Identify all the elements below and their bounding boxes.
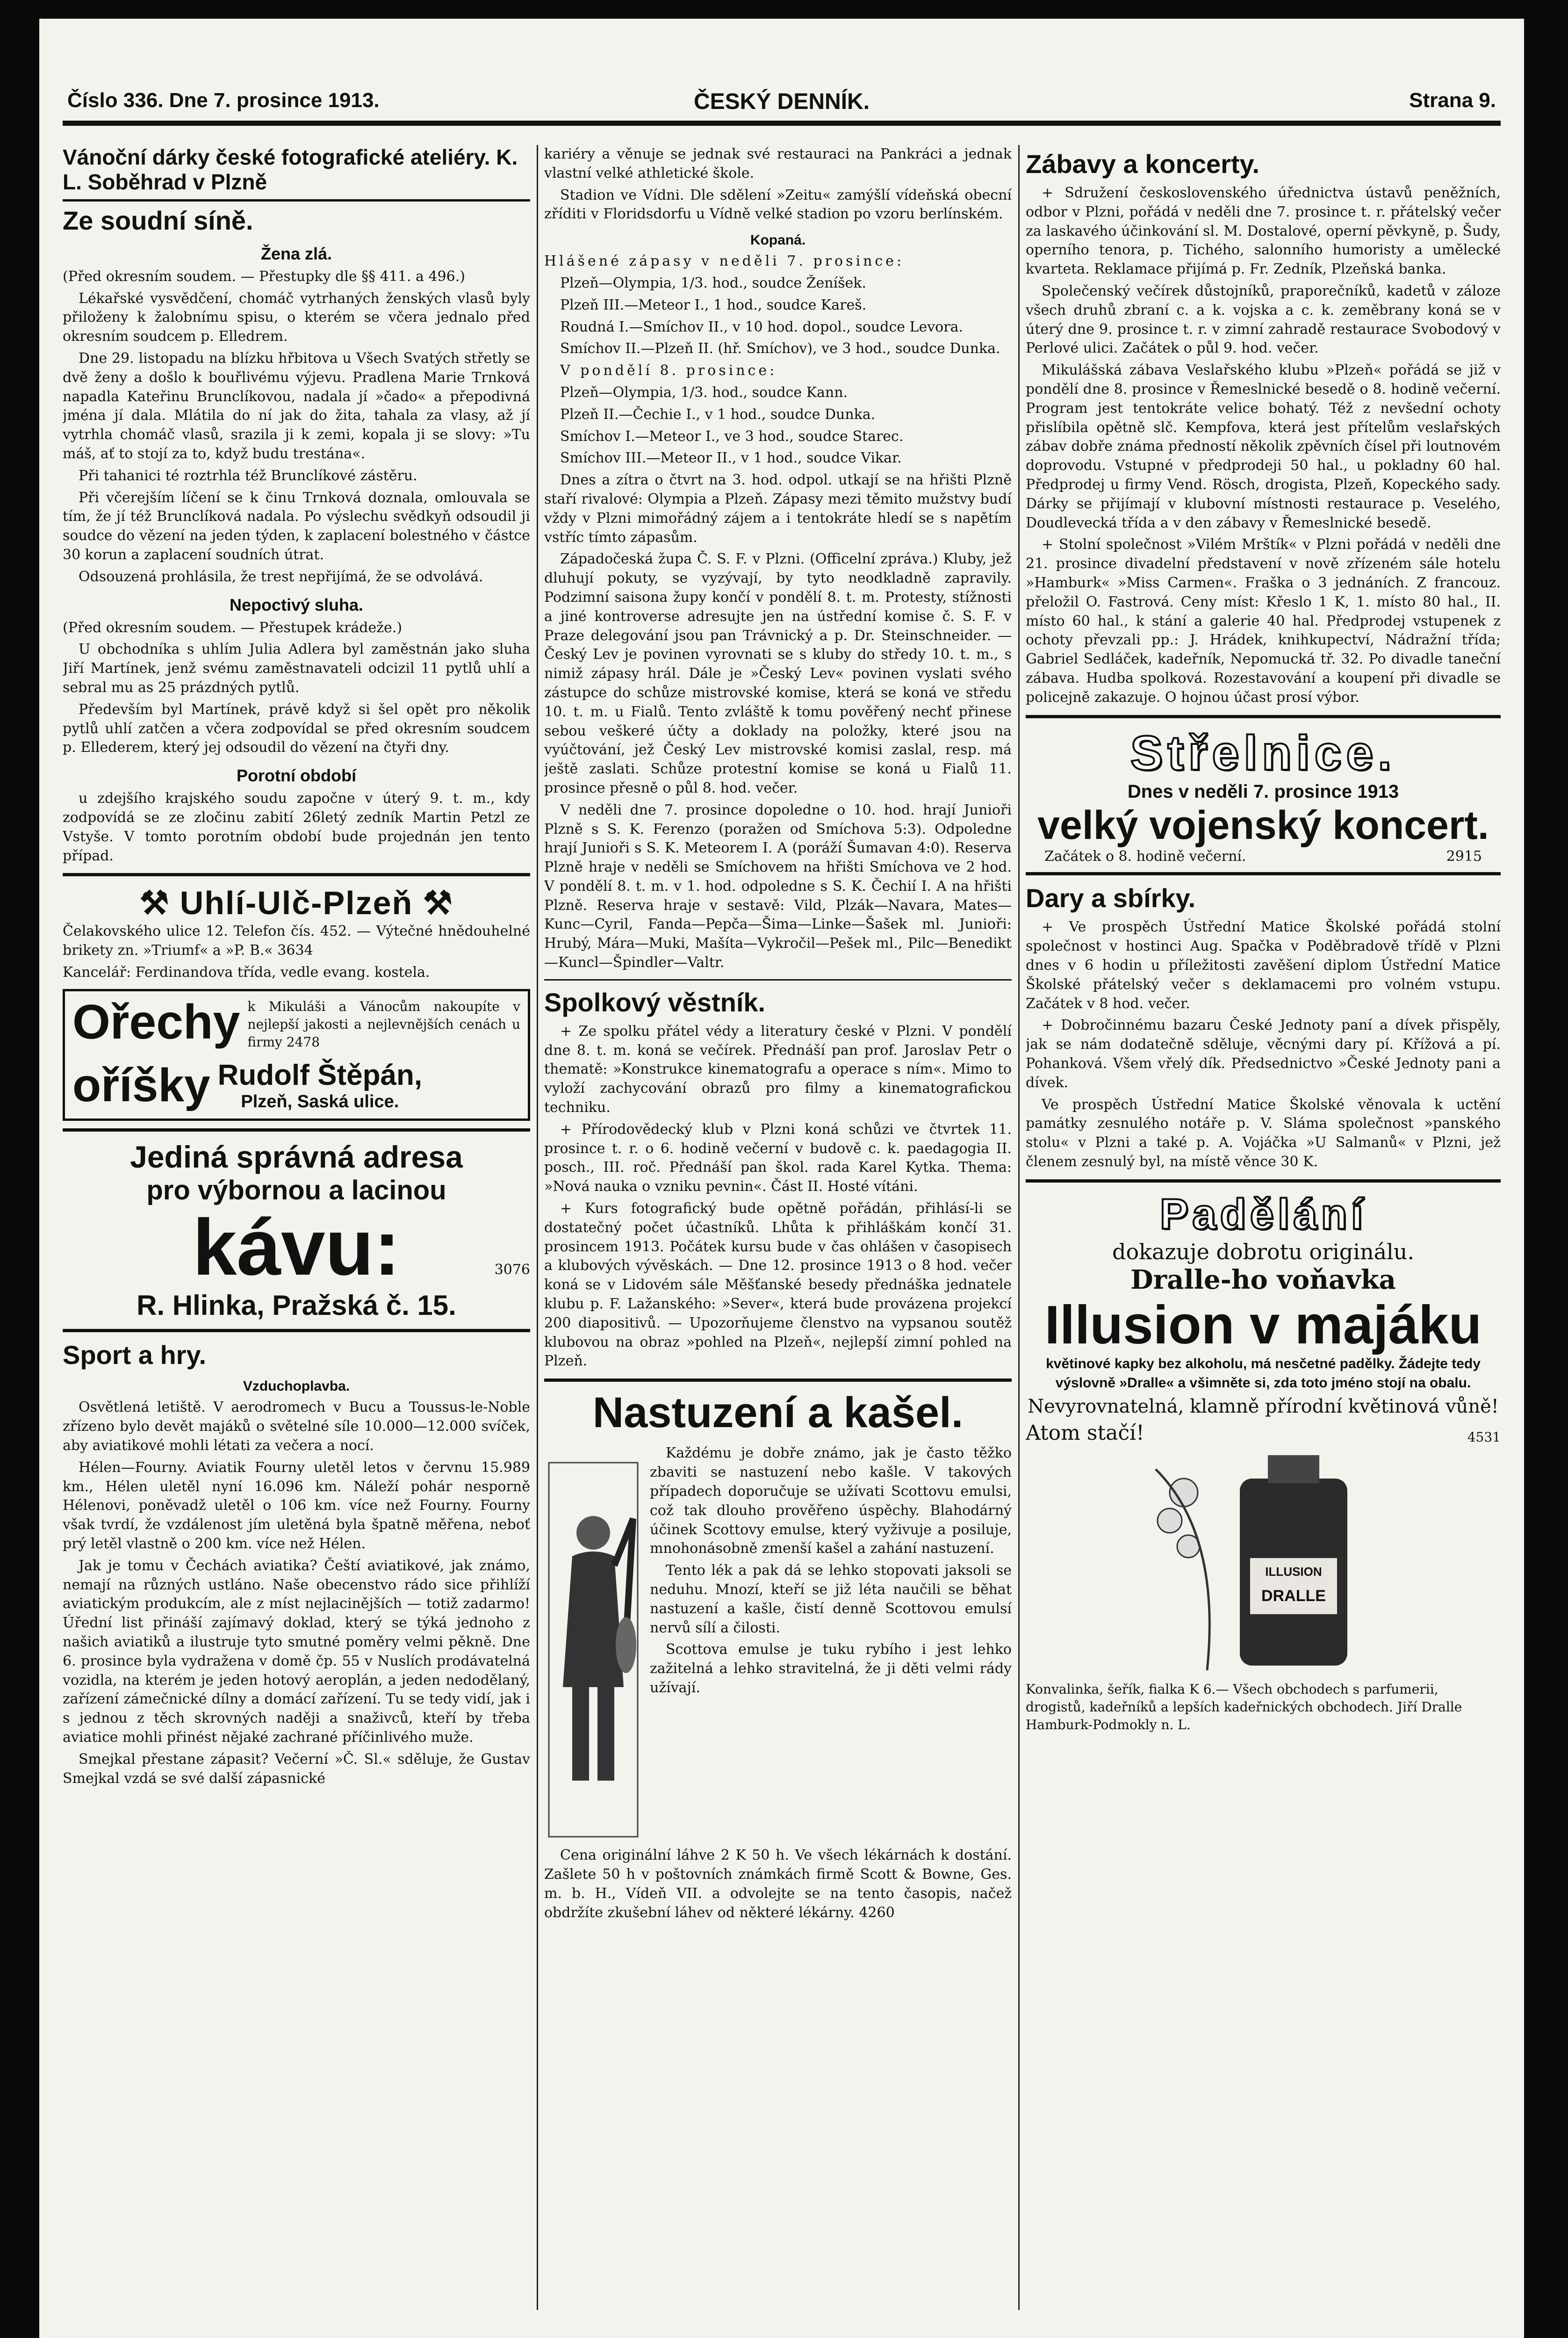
ad-dralle-title: Padělání — [1159, 1190, 1367, 1238]
article-paragraph: U obchodníka s uhlím Julia Adlera byl zaměstnán jako sluha Jiří Martínek, jenž svému zaměstnavateli odcizil 11 pytlů uhlí a sebral mu as 25 prázdných pytlů. — [63, 641, 530, 696]
article-paragraph: + Ve prospěch Ústřední Matice Školské pořádá stolní společnost v hostinci Aug. Spačka v Poděbradově třídě v Plzni dnes v 6 hodin u příležitosti zavěšení diplom Ústřední Matice Školské přátelský večer s deklamacemi pro volném vstupu. Začátek v 8 hod. večer. — [1026, 919, 1501, 1012]
column-rule — [537, 145, 538, 2310]
section-title-sport: Sport a hry. — [63, 1340, 207, 1370]
column-1 — [63, 145, 530, 2319]
article-paragraph: Jak je tomu v Čechách aviatika? Čeští aviatikové, jak známo, nemají na různých ustláno. Naše obecenstvo rádo sice přihlíží aviatickým produkcím, ale z míst nejlacinějších — totiž zadarmo! Úřední list přináší zajímavý doklad, který se týká jednoho z našich aviatiků a ilustruje tyto smutné poměry velmi pěkně. Dne 6. prosince byla vydražena v domě čp. 55 v Nuslích prodávatelná vozidla, na kterém je jeden hotový aeroplán, a jeden nedodělaný, zařízení zámečnické dílny a domácí zařízení. Tu se tedy vidí, jak i s jednou z těch skrovných naději a snaživců, kteří by třeba aviatice mohli přinést nějaké zachrané příčinlivého muže. — [63, 1557, 530, 1746]
article-paragraph: Především byl Martínek, právě když si šel opět pro několik pytlů uhlí zatčen a včera zodpovídal se před okresním soudcem p. Ellederem, který jej odsoudil do vězení na čtyři dny. — [63, 701, 530, 756]
match-line: Smíchov III.—Meteor II., v 1 hod., soudce Vikar. — [560, 450, 902, 467]
match-line: Plzeň II.—Čechie I., v 1 hod., soudce Dunka. — [560, 406, 876, 423]
ad-strelnice-title: Střelnice. — [1130, 726, 1396, 780]
article-paragraph: V neděli dne 7. prosince dopoledne o 10. hod. hrají Junioři Plzně s S. K. Ferenzo (poražen od Smíchova 5:3). Odpoledne hrají Junioři s S. K. Meteorem I. A (poráží Šumavan 4:0). Reserva Plzně hraje v neděli se Smíchovem na hřišti Smíchova ve 2 hod. V pondělí 8. t. m. v 1. hod. odpoledne s S. K. Čechií I. A na hřišti Plzně. Reserva hraje v sestavě: Vild, Plzák—Navara, Mates—Kunc—Cyril, Fanda—Pepča—Šima—Linke—Šašek ml. Junioři: Hrubý, Mára—Muki, Mašíta—Vykročil—Pešek ml., Pilc—Benedikt—Kuncl—Špindler—Valtr. — [544, 801, 1012, 971]
ad-dralle-line5: Nevyrovnatelná, klamně přírodní květinová vůně! — [1028, 1395, 1499, 1417]
article-paragraph: Mikulášská zábava Veslařského klubu »Plzeň« pořádá se již v pondělí dne 8. prosince v Řemeslnické besedě o 8. hodině večerní. Program jest tentokráte velice bohatý. Též z nevšední ochoty přislíbila opětně slč. Kempfova, která jest přítelům veslařských zábav dobře známa předností několik zpěvních čísel při loutnovém doprovodu. Vstupné v předprodeji 50 hal., u pokladny 60 hal. Předprodej u firmy Vend. Rösch, drogista, Plzeň, Kopeckého sady. Dárky se přijímají v klubovní místnosti restaurace p. Veselého, Doudlevecká třída a v den zábavy v Řemeslnické besedě. — [1026, 362, 1501, 531]
article-paragraph: + Přírodovědecký klub v Plzni koná schůzi ve čtvrtek 11. prosince t. r. o 6. hodině večerní v budově c. k. paedagogia II. posch., III. roč. Přednáší pan škol. rada Karel Kytka. Thema: »Nová nauka o vzniku pevnin«. Část II. Hosté vítáni. — [544, 1121, 1012, 1195]
ad-dralle-line1: dokazuje dobrotu originálu. — [1112, 1239, 1414, 1264]
ad-orechy-text: k Mikuláši a Vánocům nakoupíte v nejlepší jakosti a nejlevnějších cenách u firmy 2478 — [247, 998, 520, 1050]
match-line: Plzeň III.—Meteor I., 1 hod., soudce Kareš. — [560, 296, 867, 313]
article-paragraph: + Sdružení československého úřednictva ústavů peněžních, odbor v Plzni, pořádá v neděli dne 7. prosince t. r. přátelský večer za laskavého účinkování sl. M. Dostalové, operní pěvkyně, p. Šudy, operního tenora, p. Tichého, salonního humoristy a umělecké kvarteta. Reklamace přijímá p. Fr. Zedník, Plzeňská banka. — [1026, 185, 1501, 278]
article-paragraph: + Ze spolku přátel védy a literatury české v Plzni. V pondělí dne 8. t. m. koná se večírek. Přednáší pan prof. Jaroslav Petr o thematě: »Konstrukce kinematografu a operace s ním«. Mimo to vyloží zachycování obrazů pro filmy a kinematografickou techniku. — [544, 1023, 1012, 1116]
kopana-announce: V pondělí 8. prosince: — [560, 362, 777, 379]
article-paragraph: Západočeská župa Č. S. F. v Plzni. (Officelní zpráva.) Kluby, jež dluhují pokuty, se vyzývají, by tyto neodkladně zapravily. Podzimní saisona župy končí v pondělí 8. t. m. Protesty, stížnosti a jiné kontroverse adresujte jen na ústřední komise č. S. F. v Praze delegování jsou pan Trávnický a p. Dr. Steinschneider. — Český Lev je povinen vyrovnati se s kluby do středy 10. t. m., s nimiž zápasy hrál. Dále je »Český Lev« povinen vyslati svého zástupce do schůze mistrovské komise, která se koná ve středu 10. t. m. u Fialů. Tento zvláště k tomu pověřený nechť přinese sebou veškeré účty a doklady na položky, které jsou na vyúčtování, jež Český Lev mistrovské komisi zaslal, resp. má ještě zaslati. Schůze protestní komise se koná u Fialů 11. prosince přesně o půl 8. hod. večer. — [544, 551, 1012, 796]
article-paragraph: Při tahanici té roztrhla též Brunclíkové zástěru. — [79, 467, 417, 484]
article-paragraph: Ve prospěch Ústřední Matice Školské věnovala k uctění památky zesnulého notáře p. V. Sláma společnost »panského stolu« v Plzni a také p. A. Vojáčka »U Salmanů« v Plzni, jež členem zesnulý byl, na místě věnce 30 K. — [1026, 1096, 1501, 1170]
ad-strelnice-line3: Začátek o 8. hodině večerní. — [1044, 848, 1246, 865]
masthead-page: Strana 9. — [1409, 89, 1496, 112]
article-paragraph: Osvětlená letiště. V aerodromech v Bucu a Toussus-le-Noble zřízeno bylo devět majáků o světelné síle 10.000—12.000 svíček, aby aviatikové mohli létati za večera a nocí. — [63, 1399, 530, 1454]
ad-kasel-title: Nastuzení a kašel. — [592, 1389, 964, 1437]
sport-subtitle: Vzduchoplavba. — [243, 1378, 350, 1394]
ad-kasel — [544, 1389, 1012, 1922]
bottle-brand: DRALLE — [1261, 1587, 1326, 1605]
ad-fotograf — [63, 145, 530, 202]
article-paragraph: Tento lék a pak dá se lehko stopovati jaksoli se neduhu. Mnozí, kteří se již léta naučili se běhat nastuzení a kašle, čistí denně Scottovou emulsí nervů sílí a čilosti. — [650, 1562, 1012, 1636]
fisherman-figure-icon — [544, 1444, 642, 1846]
ad-dralle — [1026, 1190, 1501, 1734]
kopana-title: Kopaná. — [750, 232, 806, 248]
ad-kava-number: 3076 — [494, 1262, 530, 1278]
article-paragraph: Při včerejším líčení se k činu Trnková doznala, omlouvala se tím, že jí též Brunclíková nadala. Po výslechu svědkyň odsoudil ji soudce do vězení na jeden týden, k zaplacení bolestného v částce 30 korun a zaplacení soudních útrat. — [63, 489, 530, 563]
article-paragraph: + Stolní společnost »Vilém Mrštík« v Plzni pořádá v neděli dne 21. prosince divadelní představení v nově zřízeném sále hotelu »Hamburk« »Miss Carmen«. Fraška o 3 jednáních. Z francouz. přeložil O. Fastrová. Ceny míst: Křeslo 1 K, 1. místo 80 hal., II. místo 60 hal., k stání a galerie 40 hal. Předprodej vstupenek z ochoty převzali pp.: J. Hrádek, knihkupectví, Nádražní třída; Gabriel Sedláček, kadeřník, Nepomucká tř. 32. Po divadle taneční zábava. Hudba spolková. Rozestavování a koupení při divadle se policejně zakazuje. O hojnou účast prosí výbor. — [1026, 536, 1501, 706]
column-3 — [1026, 145, 1501, 2319]
ad-dralle-line2: Dralle-ho voňavka — [1130, 1264, 1396, 1295]
ad-dralle-line7: Konvalinka, šeřík, fialka K 6.— Všech obchodech s parfumerii, drogistů, kadeřníků a lepších kadeřnických obchodech. Jiří Dralle Hamburk-Podmokly n. L. — [1026, 1681, 1462, 1733]
article-paragraph: Odsouzená prohlásila, že trest nepřijímá, že se odvolává. — [79, 568, 483, 585]
ad-kava-line2: pro výbornou a lacinou — [146, 1175, 446, 1205]
ad-dralle-line6: Atom stačí! — [1026, 1421, 1144, 1445]
article-paragraph: Stadion ve Vídni. Dle sdělení »Zeitu« zamýšlí vídeňská obecní zříditi v Floridsdorfu u Vídně velké stadion po vzoru berlínském. — [544, 187, 1012, 223]
ad-fotograf-text: Vánoční dárky české fotografické ateliéry. K. L. Soběhrad v Plzně — [63, 145, 518, 194]
article-paragraph: Každému je dobře známo, jak je často těžko zbaviti se nastuzení nebo kašle. V takových případech doporučuje se užívati Scottovu emulsi, což tak dlouho prověřeno úspěchy. Blahodárný účinek Scottovy emulse, který vyživuje a posiluje, mnohonásobně zmenší kašel a zahání nastuzení. — [650, 1445, 1012, 1557]
ad-uhli-line: Kancelář: Ferdinandova třída, vedle evang. kostela. — [63, 964, 430, 981]
match-line: Plzeň—Olympia, 1/3. hod., soudce Kann. — [560, 384, 848, 401]
ad-kava-line4: R. Hlinka, Pražská č. 15. — [137, 1290, 456, 1321]
ad-kava-line3: kávu: — [192, 1203, 401, 1292]
bottle-label: ILLUSION — [1265, 1564, 1322, 1579]
article-paragraph: u zdejšího krajského soudu započne v úterý 9. t. m., kdy zodpovídá se ze zločinu zabití 26letý zedník Martin Petzl ze Vstyše. V tomto porotním období bude projednán jen tento případ. — [63, 790, 530, 864]
court-line: (Před okresním soudem. — Přestupek krádeže.) — [63, 619, 403, 636]
article-paragraph: Scottova emulse je tuku rybího i jest lehko zažitelná a lehko stravitelná, že ji děti velmi rády užívají. — [650, 1641, 1012, 1696]
perfume-bottle-icon — [1128, 1450, 1399, 1675]
ad-kava-line1: Jediná správná adresa — [130, 1139, 463, 1174]
article-paragraph: Dne 29. listopadu na blízku hřbitova u Všech Svatých střetly se dvě ženy a došlo k bouřlivému výjevu. Pradlena Marie Trnková napadla Kateřinu Brunclíkovou, nadala jí »čado« a přepodivná jména jí dala. Mlátila do ní jak do žita, tahala za vlasy, až jí vytrhla chomáč vlasů, srazila ji k zemi, kopala ji se slovy: »Tu máš, ať to stojí za to, když budu trestána«. — [63, 350, 530, 462]
column-2 — [544, 145, 1012, 2319]
divider — [63, 1329, 530, 1332]
section-title-dary: Dary a sbírky. — [1026, 883, 1196, 913]
ad-orechy-firm: Rudolf Štěpán, — [217, 1059, 423, 1091]
ad-orechy-addr: Plzeň, Saská ulice. — [241, 1091, 399, 1111]
article-title-zena: Žena zlá. — [260, 244, 332, 263]
match-line: Roudná I.—Smíchov II., v 10 hod. dopol., soudce Levora. — [560, 318, 963, 335]
ad-kava — [63, 1139, 530, 1322]
section-title-spolkovy: Spolkový věstník. — [544, 987, 766, 1017]
match-line: Smíchov I.—Meteor I., ve 3 hod., soudce Starec. — [560, 428, 904, 445]
perfume-bottle-illustration — [1128, 1450, 1399, 1675]
divider — [1026, 715, 1501, 718]
ad-dralle-line3: Illusion v majáku — [1044, 1294, 1482, 1355]
divider — [1026, 872, 1501, 875]
ad-dralle-number: 4531 — [1467, 1429, 1501, 1445]
article-paragraph: Hélen—Fourny. Aviatik Fourny uletěl letos v červnu 15.989 km., Hélen uletěl nyní 16.096 km. Náleží pohár nesporně Hélenovi, poněvadž uletěl o 106 km. více než Fourny. Fourny však tvrdí, že vzdálenost jím uletěná byla špatně měřena, neboť prý letěl vlastně o 200 km. více než Hélen. — [63, 1459, 530, 1552]
court-line: (Před okresním soudem. — Přestupky dle §§ 411. a 496.) — [63, 268, 465, 285]
divider — [1026, 1179, 1501, 1183]
hammer-icon: ⚒ — [139, 885, 170, 922]
article-paragraph: Dnes a zítra o čtvrt na 3. hod. odpol. utkají se na hřišti Plzně staří rivalové: Olympia a Plzeň. Zápasy mezi těmito mužstvy budí vždy v Plzni mimořádný zájem a i tentokráte hledí se s napětím vstříc tímto zápasům. — [544, 472, 1012, 546]
article-paragraph: Lékařské vysvědčení, chomáč vytrhaných ženských vlasů byly přiloženy k žalobnímu spisu, o kterém se včera jednalo před okresním soudcem p. Elledrem. — [63, 290, 530, 345]
match-line: Plzeň—Olympia, 1/3. hod., soudce Ženíšek. — [560, 274, 867, 291]
kopana-announce: Hlášené zápasy v neděli 7. prosince: — [544, 253, 905, 270]
ad-orechy — [63, 989, 530, 1121]
divider — [544, 1378, 1012, 1382]
article-paragraph: kariéry a věnuje se jednak své restauraci na Pankráci a jednak vlastní velké athletické škole. — [544, 146, 1012, 181]
column-rule — [1018, 145, 1020, 2310]
masthead-issue: Číslo 336. Dne 7. prosince 1913. — [67, 89, 380, 112]
ad-uhli-title: Uhlí-Ulč-Plzeň — [180, 885, 413, 922]
masthead-rule — [63, 121, 1501, 126]
article-title-porotni: Porotní období — [237, 766, 356, 786]
ad-strelnice-number: 2915 — [1446, 848, 1482, 865]
article-paragraph: Cena originální láhve 2 K 50 h. Ve všech lékárnách k dostání. Zašlete 50 h v poštovních známkách firmě Scott & Bowne, Ges. m. b. H., Vídeň VII. a odvolejte se na tento časopis, načež obdržíte zkušební láhev od některé lékárny. 4260 — [544, 1847, 1012, 1921]
ad-uhli — [63, 884, 530, 982]
ad-uhli-line: Čelakovského ulice 12. Telefon čís. 452. — Výtečné hnědouhelné brikety zn. »Triumf« a »P. B.« 3634 — [63, 923, 530, 959]
section-title-soud: Ze soudní síně. — [63, 205, 253, 235]
ad-orechy-big2: oříšky — [72, 1059, 210, 1111]
ad-orechy-big1: Ořechy — [72, 995, 240, 1049]
ad-strelnice-line2: velký vojenský koncert. — [1037, 802, 1489, 848]
match-line: Smíchov II.—Plzeň II. (hř. Smíchov), ve 3 hod., soudce Dunka. — [560, 340, 1000, 357]
ad-dralle-line4: květinové kapky bez alkoholu, má nesčetné padělky. Žádejte tedy výslovně »Dralle« a všimněte si, zda toto jméno stojí na obalu. — [1046, 1356, 1481, 1391]
article-title-sluha: Nepoctivý sluha. — [229, 595, 364, 614]
ad-strelnice-line1: Dnes v neděli 7. prosince 1913 — [1127, 781, 1399, 802]
masthead-title: ČESKÝ DENNÍK. — [693, 89, 870, 114]
article-paragraph: + Kurs fotografický bude opětně pořádán, přihlásí-li se dostatečný počet účastníků. Lhůta k přihláškám končí 31. prosincem 1913. Počátek kursu bude v čas ohlášen v časopisech a klubových vývěskách. — Dne 12. prosince 1913 o 8 hod. večer koná se v Lidovém sále Měšťanské besedy přednáška jednatele klubu p. F. Lažanského: »Sever«, která bude provázena projekcí 200 diapositivů. — Upozorňujeme členstvo na vypsanou soutěž klubovou na obraz »pohled na Plzeň«, nejlepší zimní pohled na Plzeň. — [544, 1200, 1012, 1370]
hammer-icon: ⚒ — [423, 885, 453, 922]
article-paragraph: + Dobročinnému bazaru České Jednoty paní a dívek přispěly, jak se nám dodatečně sděluje, věcnými dary pí. Křížová a pí. Pohanková. Všem vřelý dík. Předsednictvo »České Jednoty pani a dívek. — [1026, 1017, 1501, 1091]
ad-strelnice — [1026, 726, 1501, 865]
article-paragraph: Smejkal přestane zápasit? Večerní »Č. Sl.« sděluje, že Gustav Smejkal vzdá se své další zápasnické — [63, 1751, 530, 1787]
divider — [63, 873, 530, 876]
divider — [544, 979, 1012, 981]
divider — [63, 1128, 530, 1132]
article-paragraph: Společenský večírek důstojníků, praporečníků, kadetů v záloze všech druhů zbraní c. a k. vojska a c. k. zeměbrany koná se v úterý dne 9. prosince t. r. v zimní zahradě restaurace Svobodový v Perlové ulici. Začátek o půl 9. hod. večer. — [1026, 282, 1501, 357]
section-title-zabavy: Zábavy a koncerty. — [1026, 149, 1260, 179]
newspaper-page — [39, 19, 1524, 2338]
